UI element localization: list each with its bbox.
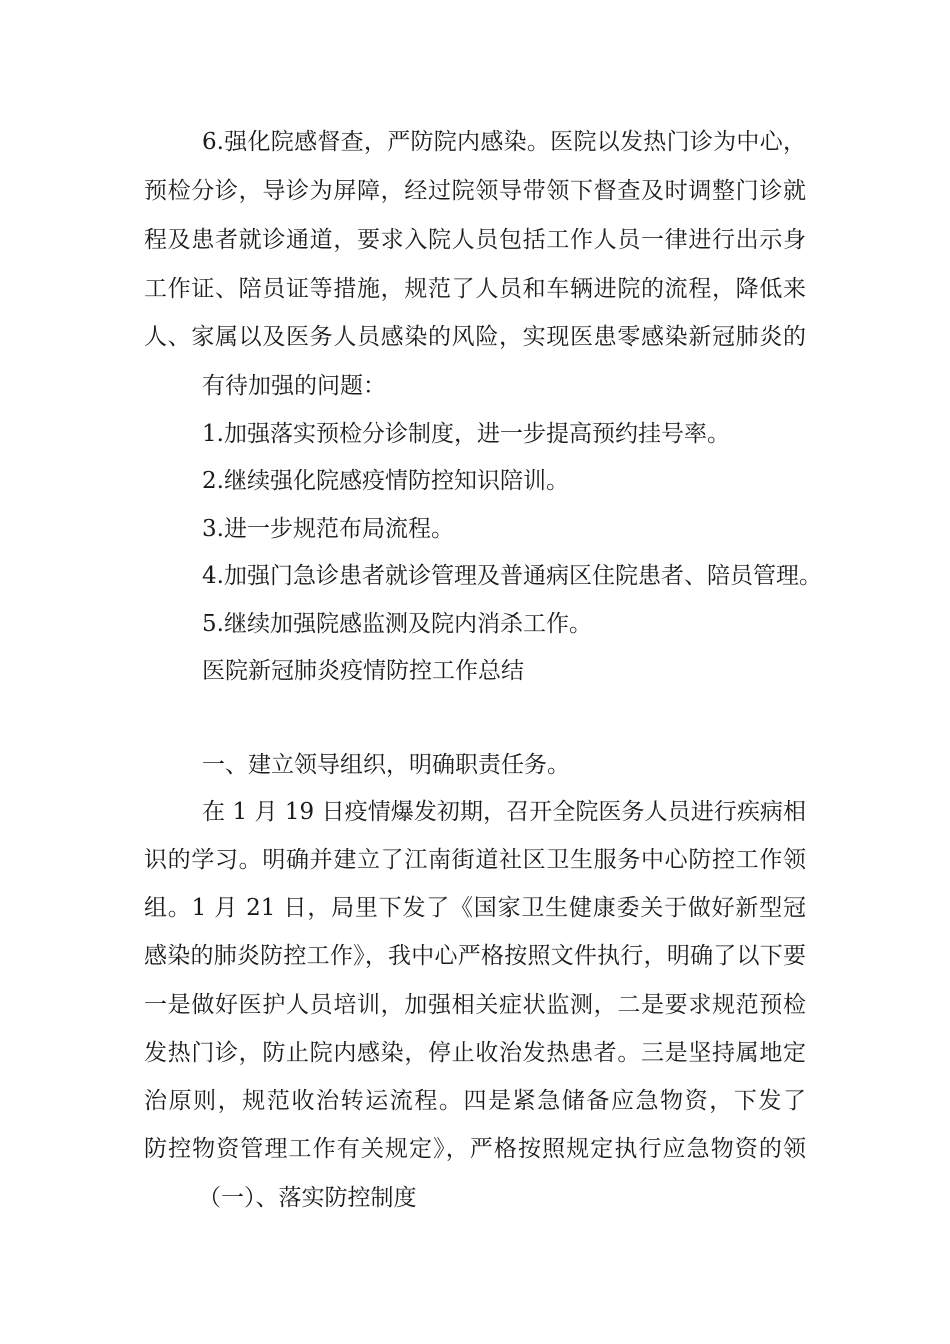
section-1-line-3: 组。1 月 21 日，局里下发了《国家卫生健康委关于做好新型冠 (144, 895, 806, 921)
paragraph-6-line-2: 预检分诊，导诊为屏障，经过院领导带领下督查及时调整门诊就 (144, 178, 806, 204)
issue-item-1: 1.加强落实预检分诊制度，进一步提高预约挂号率。 (202, 421, 730, 447)
issue-item-3: 3.进一步规范布局流程。 (202, 516, 454, 542)
document-title: 医院新冠肺炎疫情防控工作总结 (202, 658, 524, 684)
section-1-line-6: 发热门诊，防止院内感染，停止收治发热患者。三是坚持属地定 (144, 1040, 806, 1066)
issue-item-2: 2.继续强化院感疫情防控知识陪训。 (202, 468, 569, 494)
section-1-heading: 一、建立领导组织，明确职责任务。 (202, 752, 570, 778)
section-1-line-8: 防控物资管理工作有关规定》，严格按照规定执行应急物资的领 (144, 1136, 806, 1162)
section-1-line-4: 感染的肺炎防控工作》，我中心严格按照文件执行，明确了以下要 (144, 943, 806, 969)
section-1-line-5: 一是做好医护人员培训，加强相关症状监测，二是要求规范预检 (144, 992, 806, 1018)
paragraph-6-line-1: 6.强化院感督查，严防院内感染。医院以发热门诊为中心， (202, 129, 806, 155)
section-1-line-2: 识的学习。明确并建立了江南街道社区卫生服务中心防控工作领 (144, 847, 806, 873)
paragraph-6-line-5: 人、家属以及医务人员感染的风险，实现医患零感染新冠肺炎的 (144, 324, 806, 350)
issue-item-5: 5.继续加强院感监测及院内消杀工作。 (202, 611, 592, 637)
paragraph-6-line-3: 程及患者就诊通道，要求入院人员包括工作人员一律进行出示身 (144, 227, 806, 253)
subsection-heading: （一）、落实防控制度 (198, 1185, 417, 1211)
issues-heading: 有待加强的问题： (202, 373, 386, 399)
section-1-line-7: 治原则，规范收治转运流程。四是紧急储备应急物资，下发了 (144, 1088, 806, 1114)
section-1-line-1: 在 1 月 19 日疫情爆发初期，召开全院医务人员进行疾病相 (202, 799, 806, 825)
issue-item-4: 4.加强门急诊患者就诊管理及普通病区住院患者、陪员管理。 (202, 563, 822, 589)
paragraph-6-line-4: 工作证、陪员证等措施，规范了人员和车辆进院的流程，降低来 (144, 276, 806, 302)
